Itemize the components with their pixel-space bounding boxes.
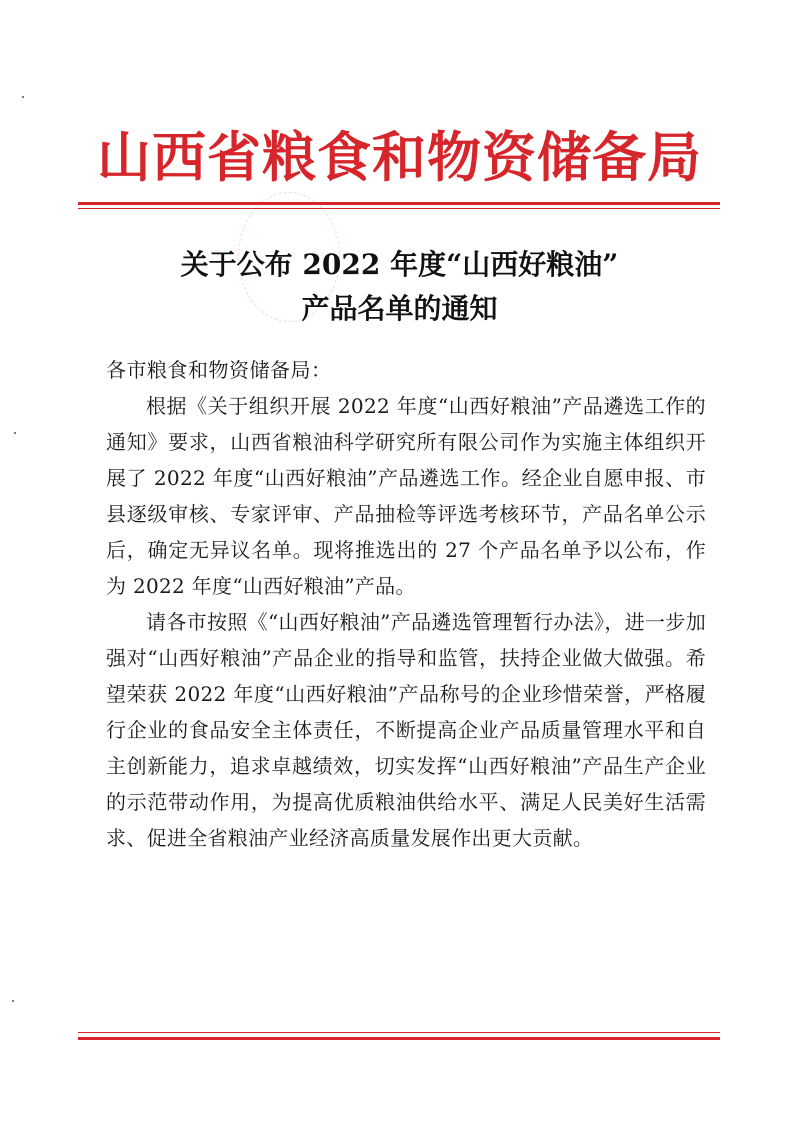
footer-rule-thin	[78, 1032, 720, 1033]
scan-speck	[12, 1000, 14, 1002]
letterhead-org-name: 山西省粮食和物资储备局	[97, 125, 702, 189]
document-title-line-1: 关于公布 2022 年度“山西好粮油”	[180, 248, 619, 281]
body-paragraph-1: 根据《关于组织开展 2022 年度“山西好粮油”产品遴选工作的通知》要求，山西省粮油科学研究所有限公司作为实施主体组织开展了 2022 年度“山西好粮油”产品遴选工作。经企业自愿申报、市县逐级审核、专家评审、产品抽检等评选考核环节，产品名单公示后，确定无异议名单。现将推选出的 27 个产品名单予以公布，作为 2022 年度“山西好粮油”产品。	[106, 394, 706, 598]
scan-speck	[14, 432, 16, 434]
document-title-line-2: 产品名单的通知	[301, 292, 498, 325]
letterhead-rule-thin	[78, 208, 720, 209]
scan-speck	[22, 96, 24, 98]
document-body	[106, 352, 706, 856]
body-paragraph-2: 请各市按照《“山西好粮油”产品遴选管理暂行办法》，进一步加强对“山西好粮油”产品企业的指导和监管，扶持企业做大做强。希望荣获 2022 年度“山西好粮油”产品称号的企业珍惜荣誉，严格履行企业的食品安全主体责任，不断提高企业产品质量管理水平和自主创新能力，追求卓越绩效，切实发挥“山西好粮油”产品生产企业的示范带动作用，为提高优质粮油供给水平、满足人民美好生活需求、促进全省粮油产业经济高质量发展作出更大贡献。	[106, 610, 706, 850]
letterhead-rule-thick	[78, 202, 720, 205]
footer-rule-thick	[78, 1037, 720, 1040]
salutation: 各市粮食和物资储备局：	[106, 358, 332, 382]
